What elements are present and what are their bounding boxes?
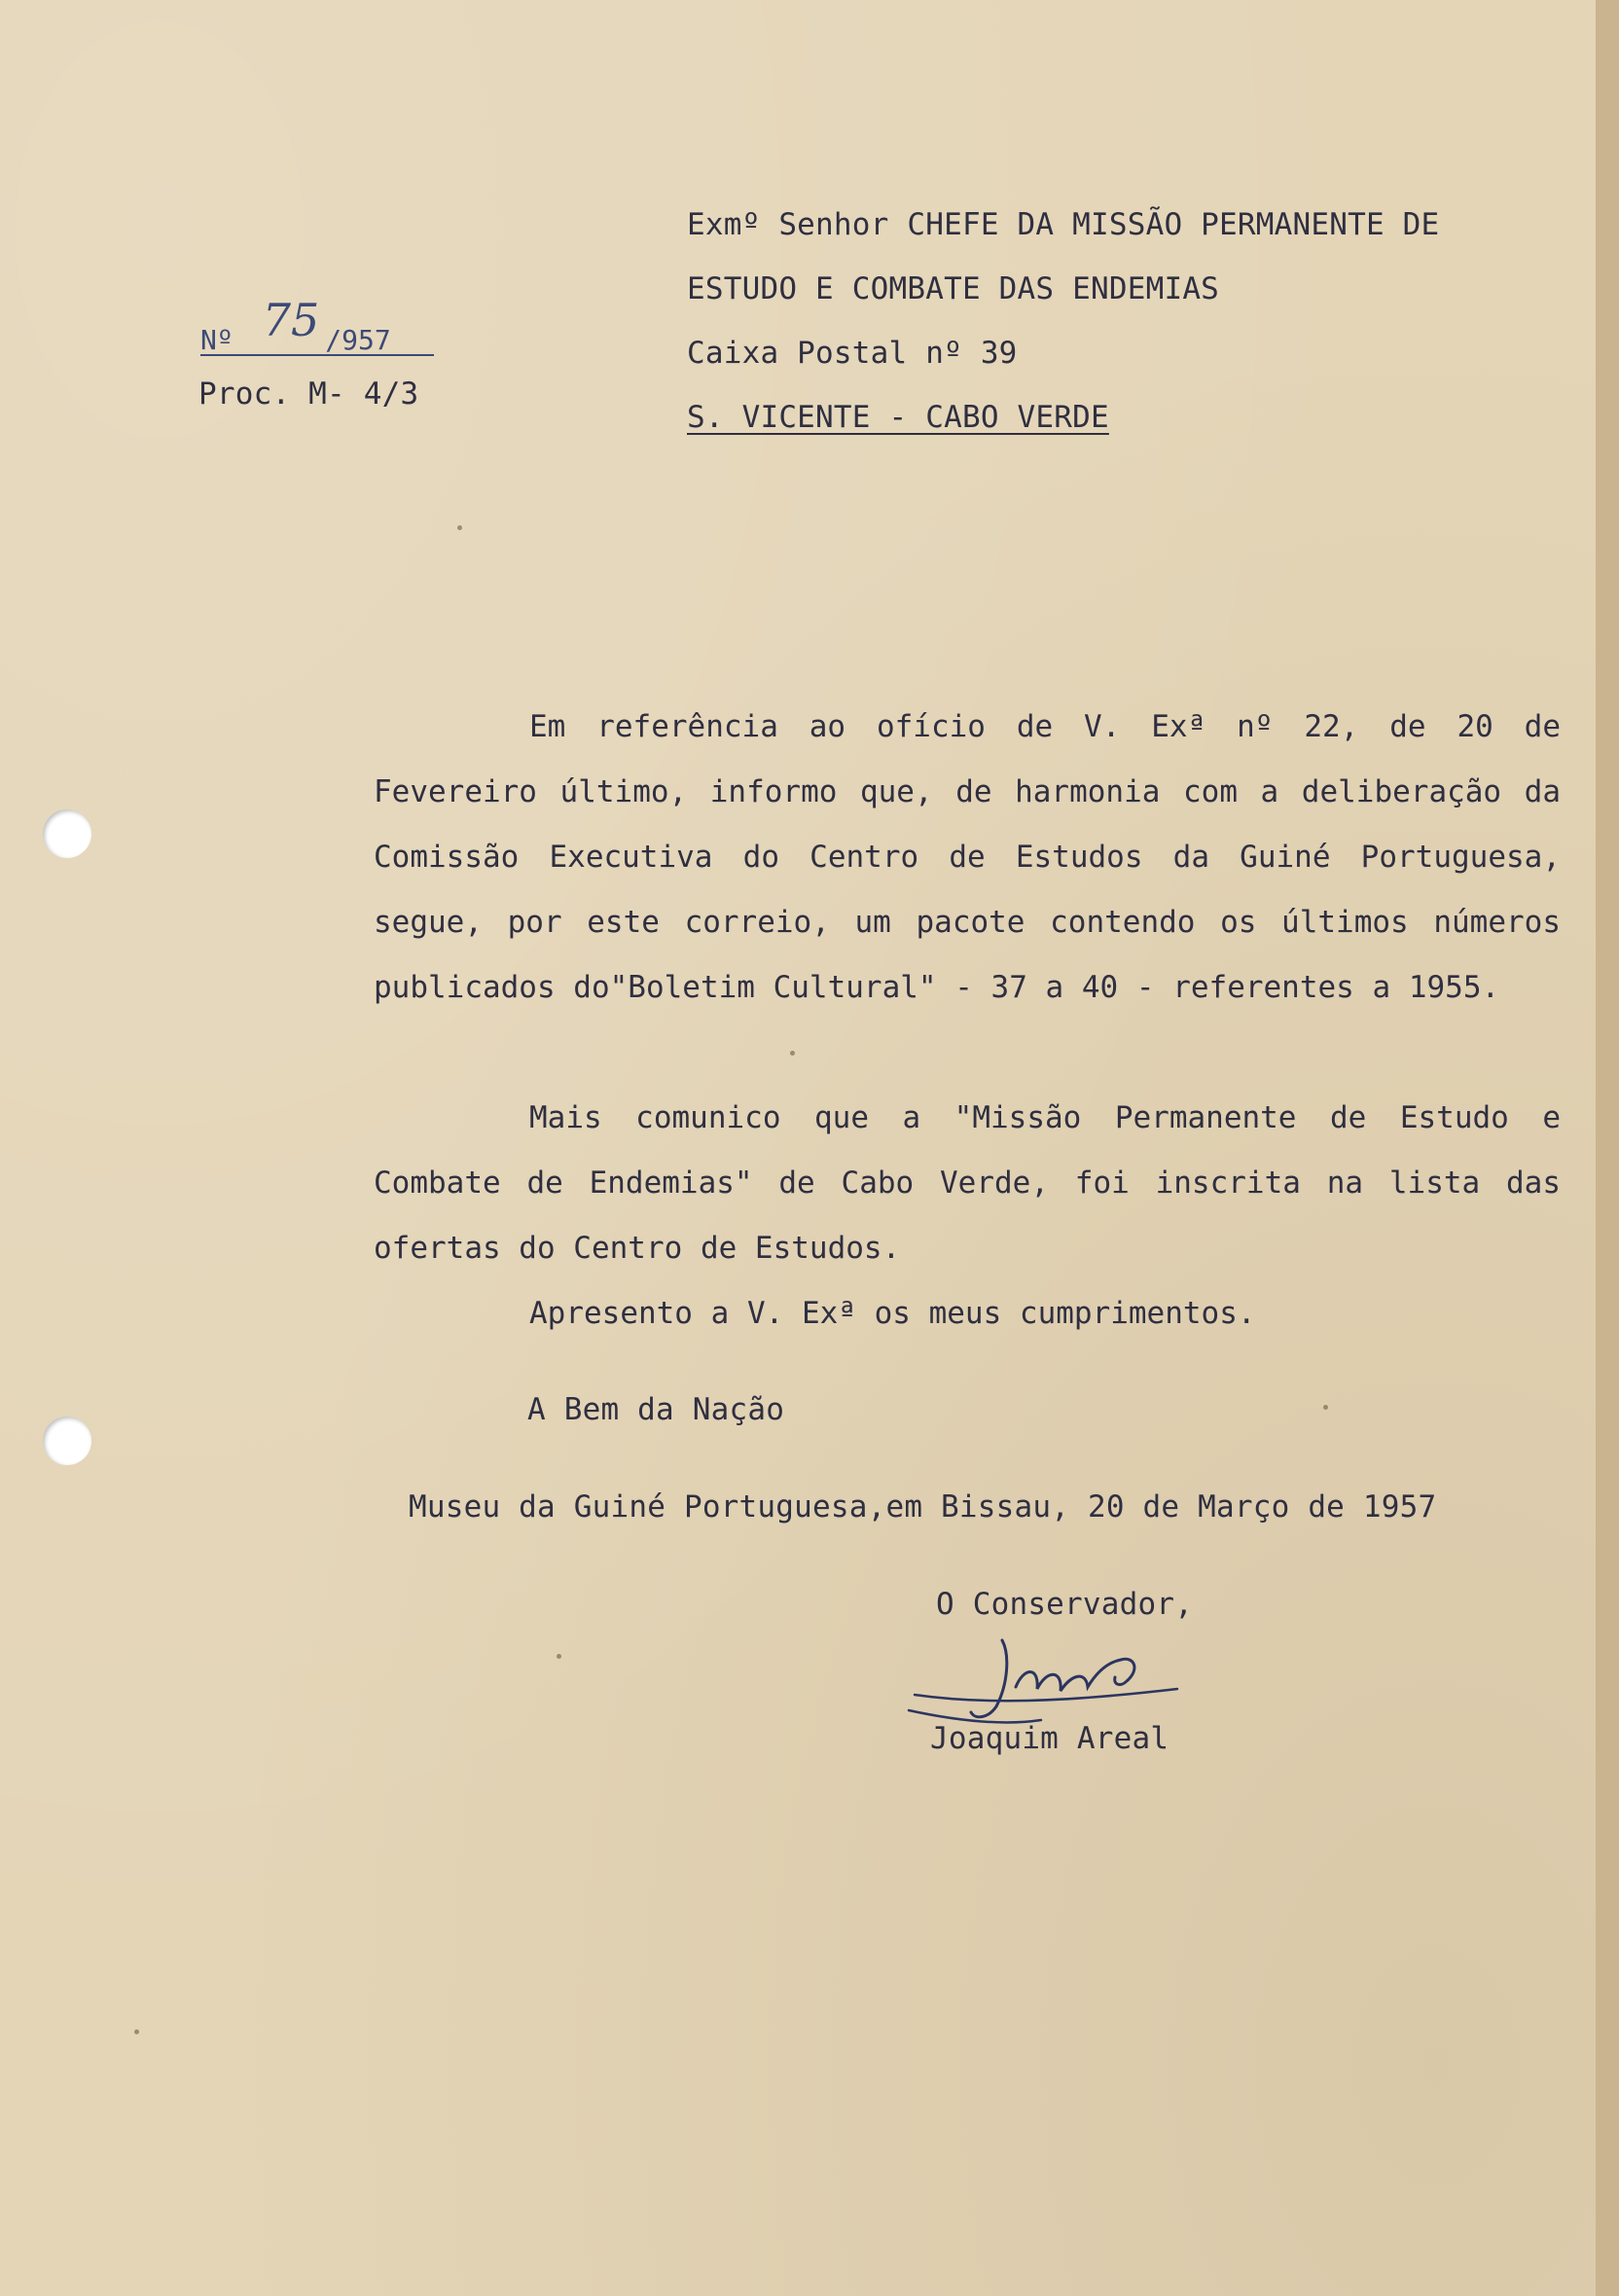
body-paragraph-3: Apresento a V. Exª os meus cumprimentos. [529, 1296, 1256, 1331]
place-and-date: Museu da Guiné Portuguesa,em Bissau, 20 de Março de 1957 [409, 1489, 1437, 1525]
paper-speck [557, 1654, 561, 1659]
paper-speck [790, 1051, 795, 1056]
salutation: A Bem da Nação [527, 1392, 785, 1427]
reference-number [200, 294, 434, 356]
signatory-title: O Conservador, [936, 1587, 1194, 1622]
body-paragraph-1: Em referência ao ofício de V. Exª nº 22, de 20 de Fevereiro último, informo que, de harmonia com a deliberação da Comissão Executiva do Centro de Estudos da Guiné Portuguesa, segue, por este correio, um pacote contendo os últimos números publicados do"Boletim Cultural" - 37 a 40 - referentes a 1955. [374, 709, 1561, 1005]
reference-number-prefix: Nº [200, 324, 234, 356]
addressee-line-2: ESTUDO E COMBATE DAS ENDEMIAS [687, 271, 1220, 306]
process-reference: Proc. M- 4/3 [198, 377, 419, 412]
punch-hole-top [43, 809, 91, 858]
body-paragraph-2: Mais comunico que a "Missão Permanente de Estudo e Combate de Endemias" de Cabo Verde, foi inscrita na lista das ofertas do Centro de Estudos. [374, 1100, 1561, 1266]
addressee-line-1: Exmº Senhor CHEFE DA MISSÃO PERMANENTE DE [687, 207, 1440, 242]
signatory-name: Joaquim Areal [930, 1721, 1169, 1756]
addressee-line-3: Caixa Postal nº 39 [687, 336, 1018, 371]
reference-number-handwritten: 75 [262, 294, 320, 346]
paper-speck [457, 525, 462, 530]
punch-hole-bottom [43, 1417, 91, 1465]
paper-speck [134, 2029, 139, 2034]
paper-speck [1323, 1405, 1328, 1410]
addressee-line-4: S. VICENTE - CABO VERDE [687, 400, 1109, 435]
page-edge [1596, 0, 1619, 2296]
reference-number-year: /957 [325, 324, 391, 356]
